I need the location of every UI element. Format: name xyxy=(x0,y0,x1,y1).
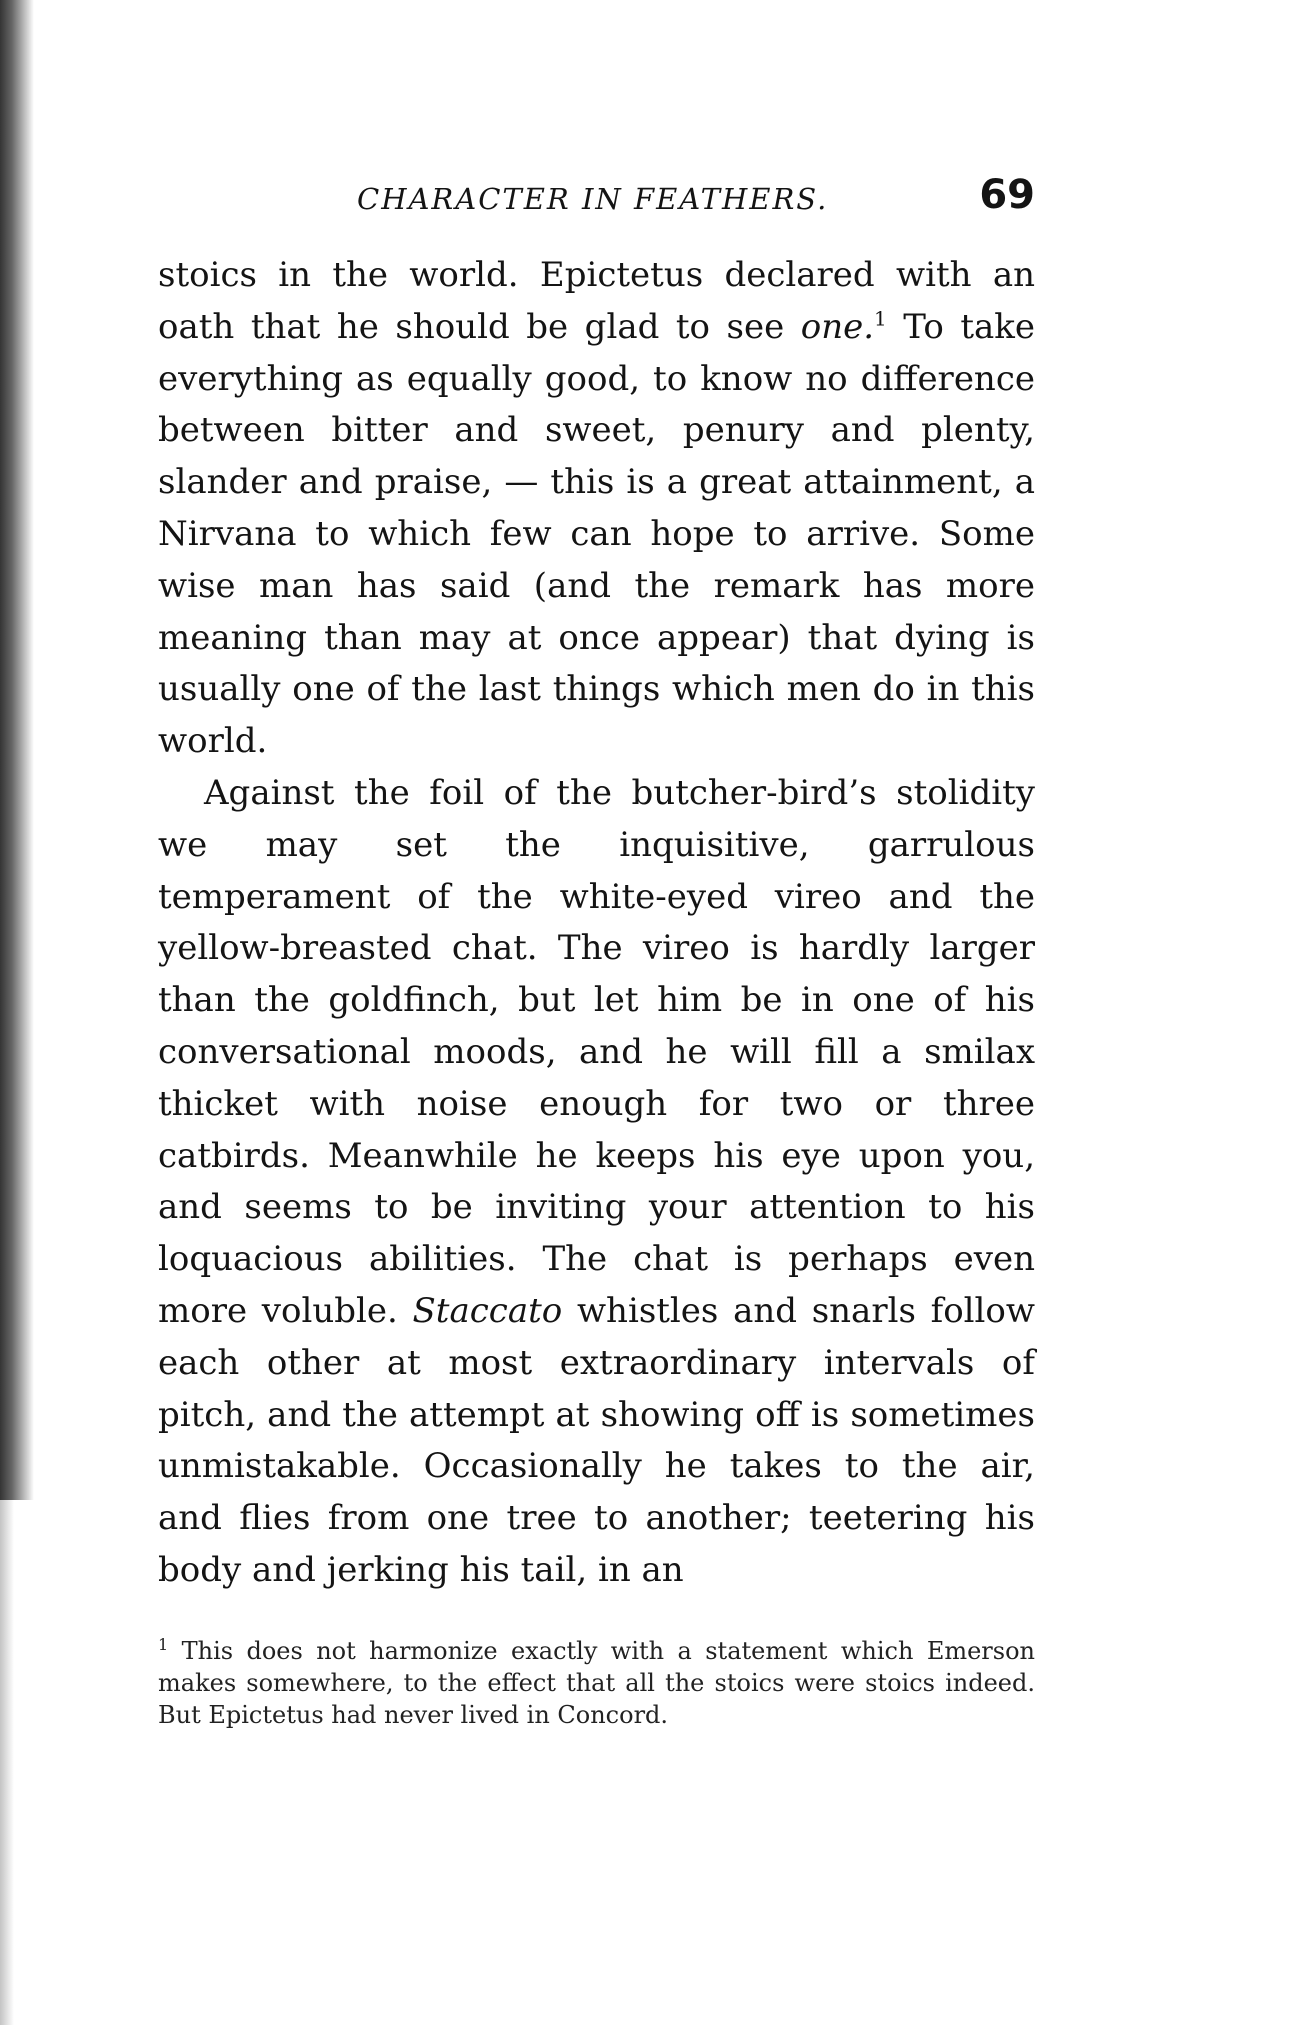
paragraph-text: To take everything as equally good, to know no difference between bitter and sweet, penury and plenty, slander and praise, — this is a great attainment, a Nirvana to which few can hope to arrive. Some wise man has said (and the remark has more meaning than may at once appear) that dying is usually one of the last things which men do in this world. xyxy=(158,306,1035,762)
paragraph-text: whistles and snarls follow each other at most extraordinary intervals of pitch, and the attempt at showing off is sometimes unmistakable. Occasionally he takes to the air, and flies from one tree to another; teetering his body and jerking his tail, in an xyxy=(158,1290,1035,1590)
footnote-text: This does not harmonize exactly with a statement which Emerson makes somewhere, to the effect that all the stoics were stoics indeed. But Epictetus had never lived in Concord. xyxy=(158,1637,1035,1729)
emphasis-word: one. xyxy=(800,306,875,347)
paragraph-text: stoics in the world. Epictetus declared with an oath that he should be glad to see xyxy=(158,255,1035,347)
page-number: 69 xyxy=(979,172,1035,218)
footnote xyxy=(158,1635,1035,1731)
footnote-marker: 1 xyxy=(158,1635,169,1654)
paragraph-text: Against the foil of the butcher-bird’s stolidity we may set the inquisitive, garrulous temperament of the white-eyed vireo and the yellow-breasted chat. The vireo is hardly larger than the goldfinch, but let him be in one of his conversational moods, and he will fill a smilax thicket with noise enough for two or three catbirds. Meanwhile he keeps his eye upon you, and seems to be inviting your attention to his loquacious abilities. The chat is perhaps even more voluble. xyxy=(158,772,1035,1331)
running-title: CHARACTER IN FEATHERS. xyxy=(357,182,829,216)
emphasis-word: Staccato xyxy=(412,1290,563,1331)
page-header xyxy=(160,172,1035,230)
body-text xyxy=(158,250,1035,1597)
paragraph xyxy=(158,250,1035,768)
footnote-reference: 1 xyxy=(874,306,887,331)
page-binding-edge xyxy=(0,0,34,1500)
paragraph xyxy=(158,768,1035,1597)
page-binding-shadow xyxy=(0,1500,14,2025)
